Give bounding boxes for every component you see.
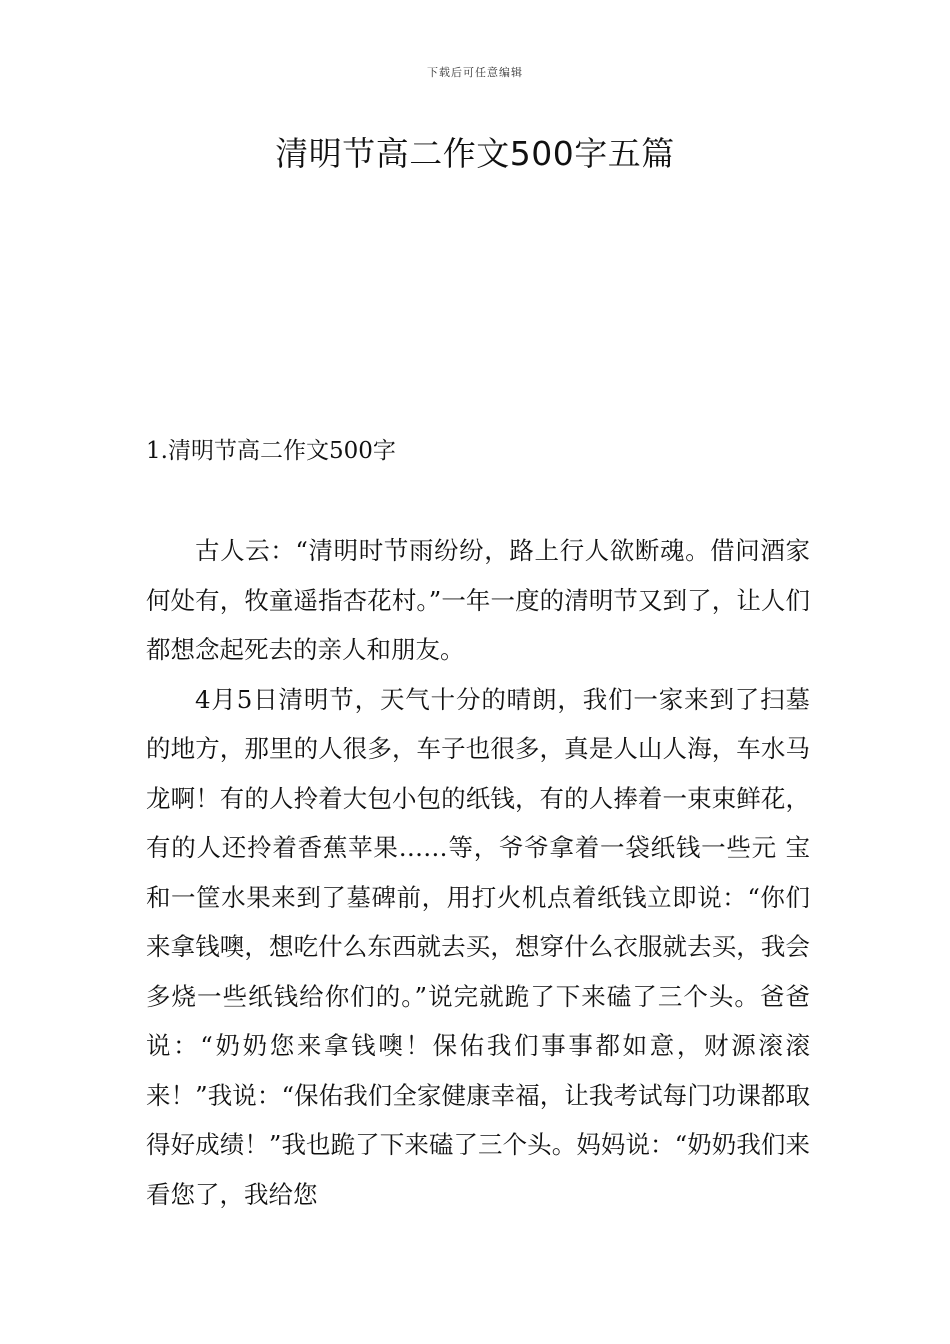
- section-heading: 1.清明节高二作文500字: [146, 438, 396, 464]
- paragraph: 古人云：“清明时节雨纷纷，路上行人欲断魂。借问酒家何处有，牧童遥指杏花村。”一年一度的清明节又到了，让人们都想念起死去的亲人和朋友。: [146, 536, 810, 664]
- paragraph: 4月5日清明节，天气十分的晴朗，我们一家来到了扫墓的地方，那里的人很多，车子也很多，真是人山人海，车水马龙啊！有的人拎着大包小包的纸钱，有的人捧着一束束鲜花，有的人还拎着香蕉苹果……等，爷爷拿着一袋纸钱一些元 宝和一筐水果来到了墓碑前，用打火机点着纸钱立即说：“你们来拿钱噢，想吃什么东西就去买，想穿什么衣服就去买，我会多烧一些纸钱给你们的。”说完就跪了下来磕了三个头。爸爸说：“奶奶您来拿钱噢！保佑我们事事都如意，财源滚滚来！”我说：“保佑我们全家健康幸福，让我考试每门功课都取得好成绩！”我也跪了下来磕了三个头。妈妈说：“奶奶我们来看您了，我给您: [146, 684, 810, 1209]
- essay-body: [146, 526, 810, 1219]
- document-title: 清明节高二作文500字五篇: [275, 134, 675, 173]
- page-header-note: 下载后可任意编辑: [427, 66, 523, 79]
